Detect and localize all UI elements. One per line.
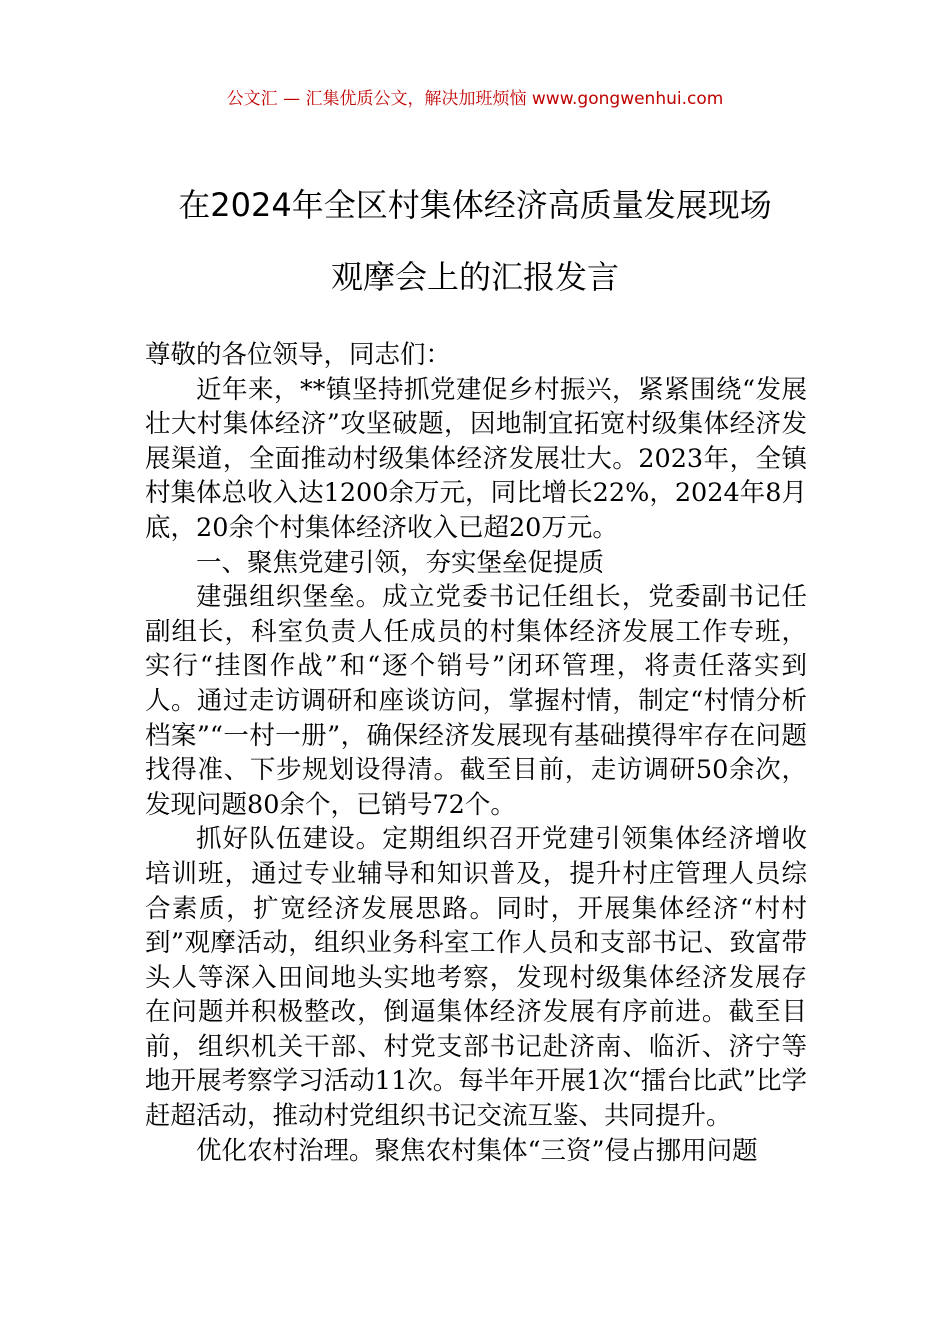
paragraph-team-building: 抓好队伍建设。定期组织召开党建引领集体经济增收培训班，通过专业辅导和知识普及，提升村庄管理人员综合素质，扩宽经济发展思路。同时，开展集体经济“村村到”观摩活动，组织业务科室工作人员和支部书记、致富带头人等深入田间地头实地考察，发现村级集体经济发展存在问题并积极整改，倒逼集体经济发展有序前进。截至目前，组织机关干部、村党支部书记赴济南、临沂、济宁等地开展考察学习活动11次。每半年开展1次“擂台比武”比学赶超活动，推动村党组织书记交流互鉴、共同提升。 [145,824,807,1132]
section-heading-1: 一、聚焦党建引领，夯实堡垒促提质 [196,547,605,578]
paragraph-intro: 近年来，**镇坚持抓党建促乡村振兴，紧紧围绕“发展壮大村集体经济”攻坚破题，因地制宜拓宽村级集体经济发展渠道，全面推动村级集体经济发展壮大。2023年，全镇村集体总收入达1200余万元，同比增长22%，2024年8月底，20余个村集体经济收入已超20万元。 [145,374,807,543]
paragraph-governance: 优化农村治理。聚焦农村集体“三资”侵占挪用问题 [196,1135,758,1166]
document-title-line-2: 观摩会上的汇报发言 [330,258,619,296]
document-body [145,338,807,1168]
salutation: 尊敬的各位领导，同志们： [145,340,452,370]
document-title-line-1: 在2024年全区村集体经济高质量发展现场 [178,186,772,224]
header-banner: 公文汇 — 汇集优质公文，解决加班烦恼 www.gongwenhui.com [226,89,724,109]
paragraph-organization: 建强组织堡垒。成立党委书记任组长，党委副书记任副组长，科室负责人任成员的村集体经济发展工作专班，实行“挂图作战”和“逐个销号”闭环管理，将责任落实到人。通过走访调研和座谈访问，掌握村情，制定“村情分析档案”“一村一册”，确保经济发展现有基础摸得牢存在问题找得准、下步规划设得清。截至目前，走访调研50余次，发现问题80余个，已销号72个。 [145,582,807,820]
